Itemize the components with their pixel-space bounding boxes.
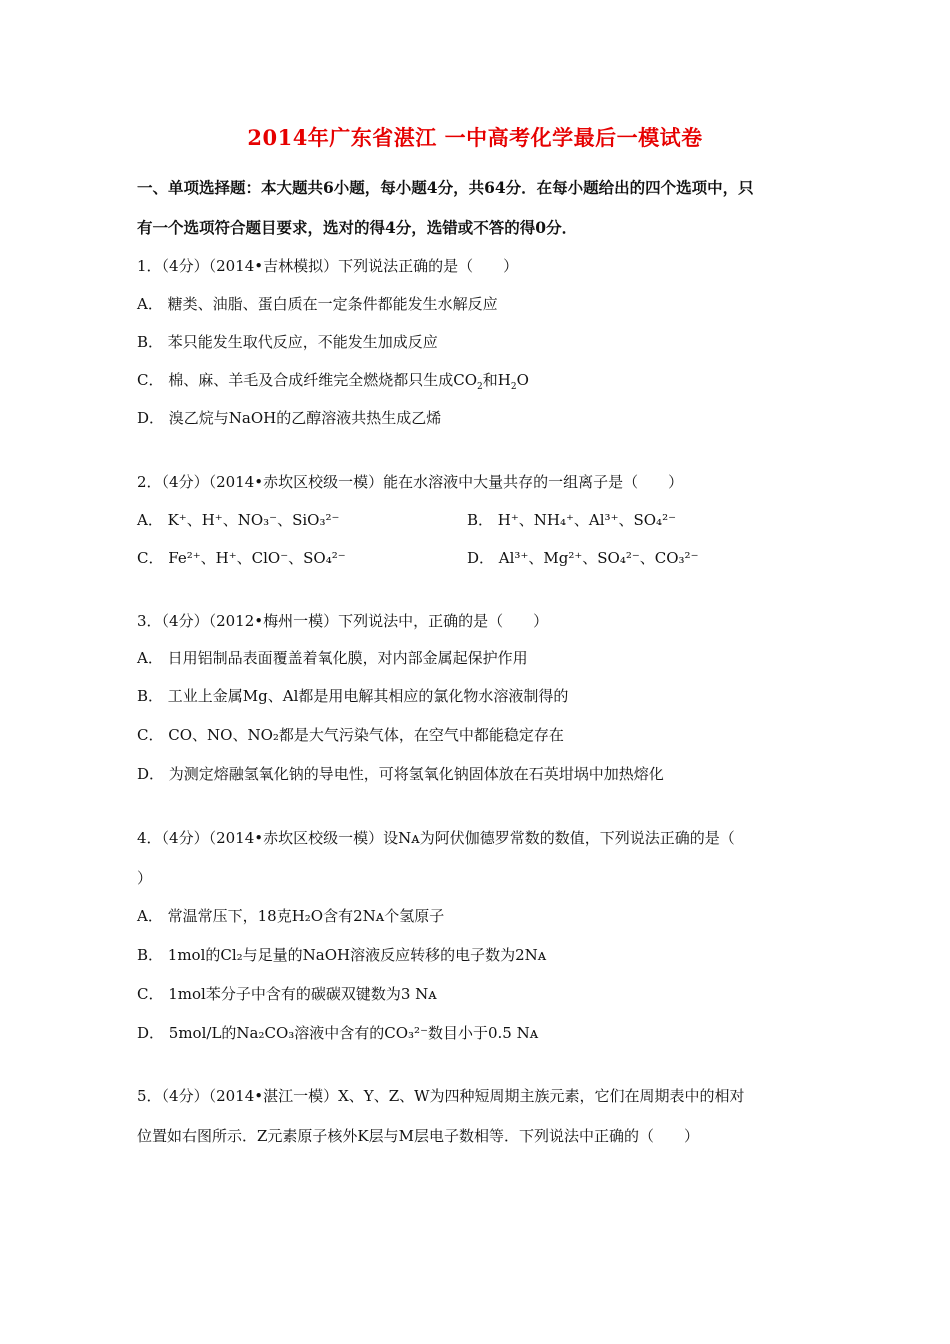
- q2-option-c: C． Fe²⁺、H⁺、ClO⁻、SO₄²⁻: [137, 549, 346, 567]
- q2-option-a: A． K⁺、H⁺、NO₃⁻、SiO₃²⁻: [137, 511, 340, 529]
- q3-option-c: C． CO、NO、NO₂都是大气污染气体，在空气中都能稳定存在: [137, 726, 564, 744]
- q2-stem: 2．（4分）（2014•赤坎区校级一模）能在水溶液中大量共存的一组离子是（ ）: [137, 473, 684, 491]
- q3-stem: 3．（4分）（2012•梅州一模）下列说法中，正确的是（ ）: [137, 612, 549, 630]
- q4-option-d: D． 5mol/L的Na₂CO₃溶液中含有的CO₃²⁻数目小于0.5 Nᴀ: [137, 1024, 539, 1042]
- q1-option-c-mid: 和H: [482, 371, 511, 389]
- page-title: 2014年广东省湛江 一中高考化学最后一模试卷: [247, 125, 703, 150]
- q2-option-d: D． Al³⁺、Mg²⁺、SO₄²⁻、CO₃²⁻: [467, 549, 699, 567]
- q3-option-d: D． 为测定熔融氢氧化钠的导电性，可将氢氧化钠固体放在石英坩埚中加热熔化: [137, 765, 664, 783]
- q5-stem-line1: 5．（4分）（2014•湛江一模）X、Y、Z、W为四种短周期主族元素，它们在周期表中的相对: [137, 1087, 745, 1105]
- q1-option-c: [137, 370, 529, 390]
- q3-option-a: A． 日用铝制品表面覆盖着氧化膜，对内部金属起保护作用: [137, 649, 528, 667]
- q4-stem-line2: ）: [137, 869, 153, 887]
- q1-option-a: A． 糖类、油脂、蛋白质在一定条件都能发生水解反应: [137, 295, 498, 313]
- q1-option-c-sub2: 2: [510, 382, 517, 392]
- q4-option-c: C． 1mol苯分子中含有的碳碳双键数为3 Nᴀ: [137, 985, 437, 1003]
- q1-option-c-sub1: 2: [477, 382, 483, 392]
- q1-option-c-text: C． 棉、麻、羊毛及合成纤维完全燃烧都只生成CO: [137, 371, 478, 389]
- q5-stem-line2: 位置如右图所示．Z元素原子核外K层与M层电子数相等．下列说法中正确的（ ）: [137, 1127, 699, 1145]
- section-instructions-line2: 有一个选项符合题目要求，选对的得4分，选错或不答的得0分．: [137, 218, 578, 237]
- q2-option-b: B． H⁺、NH₄⁺、Al³⁺、SO₄²⁻: [467, 511, 677, 529]
- q1-option-c-end: O: [516, 371, 529, 389]
- q3-option-b: B． 工业上金属Mg、Al都是用电解其相应的氯化物水溶液制得的: [137, 687, 569, 705]
- q1-option-b: B． 苯只能发生取代反应，不能发生加成反应: [137, 333, 438, 351]
- section-instructions-line1: 一、单项选择题：本大题共6小题，每小题4分，共64分．在每小题给出的四个选项中，只: [137, 178, 754, 197]
- q4-option-b: B． 1mol的Cl₂与足量的NaOH溶液反应转移的电子数为2Nᴀ: [137, 946, 547, 964]
- q4-option-a: A． 常温常压下，18克H₂O含有2Nᴀ个氢原子: [137, 907, 445, 925]
- q1-stem: 1．（4分）（2014•吉林模拟）下列说法正确的是（ ）: [137, 257, 519, 275]
- q4-stem-line1: 4．（4分）（2014•赤坎区校级一模）设Nᴀ为阿伏伽德罗常数的数值，下列说法正确的是（: [137, 829, 735, 847]
- q1-option-d: D． 溴乙烷与NaOH的乙醇溶液共热生成乙烯: [137, 409, 442, 427]
